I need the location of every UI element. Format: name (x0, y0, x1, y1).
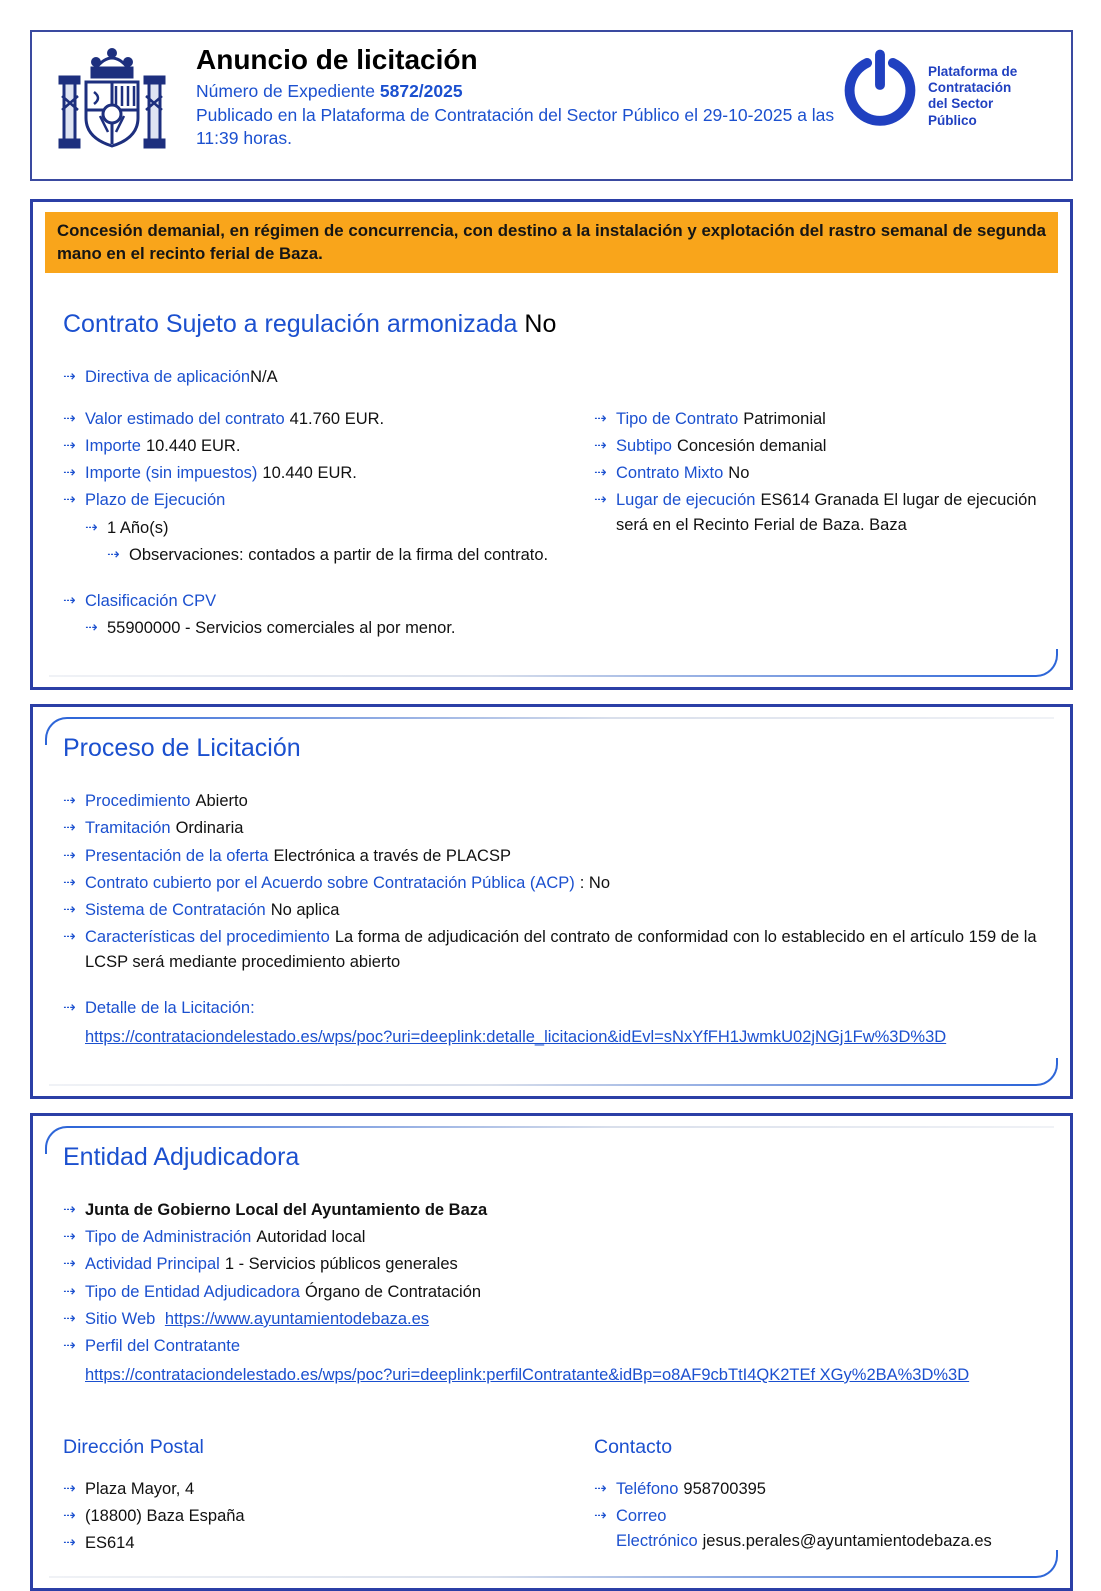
subheading-contacto: Contacto (594, 1435, 673, 1458)
field-value: Electrónica a través de PLACSP (273, 846, 511, 865)
logo-line: del Sector (928, 96, 994, 112)
contacto-block (594, 1414, 1040, 1559)
field-value: N/A (250, 368, 278, 387)
field-tramitacion (63, 816, 1040, 841)
field-value: : No (579, 873, 611, 892)
arrow-icon: ⇢ (85, 518, 98, 536)
panel-bottom-line (49, 675, 1032, 677)
field-importe (63, 434, 568, 459)
proceso-panel (45, 717, 1058, 1086)
arrow-icon: ⇢ (63, 368, 76, 386)
field-direccion-nuts (63, 1531, 568, 1556)
field-perfil-contratante (63, 1334, 1040, 1388)
field-clasificacion-cpv (63, 589, 1040, 614)
field-value: Observaciones: contados a partir de la firma del contrato. (129, 545, 549, 564)
field-cpv-item (85, 616, 1040, 641)
panel-bottom-right-arc (1030, 1058, 1058, 1086)
header-title-block (174, 42, 842, 151)
field-plazo-valor (85, 516, 568, 541)
field-acp (63, 871, 1040, 896)
arrow-icon: ⇢ (63, 464, 76, 482)
field-detalle-licitacion (63, 996, 1040, 1050)
field-value: Concesión demanial (676, 436, 827, 455)
logo-line: Público (928, 112, 977, 128)
field-value: 1 - Servicios públicos generales (224, 1255, 458, 1274)
section-heading-contrato (63, 309, 1040, 339)
field-value: Plaza Mayor, 4 (85, 1479, 195, 1498)
field-sistema-contratacion (63, 898, 1040, 923)
arrow-icon: ⇢ (63, 1200, 76, 1218)
section-entidad-box (30, 1113, 1073, 1591)
field-directiva (63, 365, 1040, 390)
section-contrato-box (30, 199, 1073, 690)
expediente-number: 5872/2025 (379, 81, 463, 102)
arrow-icon: ⇢ (85, 618, 98, 636)
field-value: Órgano de Contratación (304, 1282, 482, 1301)
field-value: jesus.perales@ayuntamientodebaza.es (702, 1531, 992, 1550)
field-valor-estimado (63, 407, 568, 432)
arrow-icon: ⇢ (63, 998, 76, 1016)
field-caracteristicas (63, 925, 1040, 975)
direccion-postal-block (63, 1414, 568, 1559)
arrow-icon: ⇢ (63, 1255, 76, 1273)
field-value: Ordinaria (175, 819, 244, 838)
contrato-columns (63, 404, 1040, 570)
expediente-line (196, 80, 842, 104)
arrow-icon: ⇢ (63, 928, 76, 946)
arrow-icon: ⇢ (63, 491, 76, 509)
field-correo (594, 1504, 1040, 1554)
placsp-logo (842, 42, 1057, 131)
page-title: Anuncio de licitación (196, 44, 478, 75)
arrow-icon: ⇢ (63, 792, 76, 810)
field-actividad-principal (63, 1252, 1040, 1277)
heading-label: Contrato Sujeto a regulación armonizada (63, 310, 518, 339)
field-lugar-ejecucion (594, 488, 1040, 538)
field-tipo-entidad (63, 1280, 1040, 1305)
field-label: Directiva de aplicación (85, 368, 251, 387)
field-label: Tramitación (85, 819, 171, 838)
detalle-licitacion-link[interactable]: https://contrataciondelestado.es/wps/poc?uri=deeplink:detalle_licitacion&idEvl=sNxYfFH1JwmkU02jNGj1Fw%3D%3D (85, 1027, 947, 1046)
panel-top-line (71, 717, 1054, 719)
arrow-icon: ⇢ (63, 1282, 76, 1300)
contrato-col-left (63, 404, 568, 570)
field-label: Clasificación CPV (85, 591, 217, 610)
arrow-icon: ⇢ (63, 1309, 76, 1327)
field-label: Subtipo (616, 436, 672, 455)
field-contrato-mixto (594, 461, 1040, 486)
field-direccion-ciudad (63, 1504, 568, 1529)
entidad-columns (63, 1414, 1040, 1559)
spain-coat-of-arms-icon (56, 42, 174, 169)
panel-bottom-line (49, 1576, 1032, 1578)
power-icon (842, 50, 918, 131)
field-value: ES614 Granada El lugar de ejecución será en el Recinto Ferial de Baza. Baza (616, 491, 1037, 535)
expediente-label: Número de Expediente (196, 81, 375, 102)
field-value: 10.440 EUR. (145, 436, 241, 455)
field-label: Actividad Principal (85, 1255, 220, 1274)
panel-top-line (71, 1126, 1054, 1128)
perfil-contratante-link[interactable]: https://contrataciondelestado.es/wps/poc?uri=deeplink:perfilContratante&idBp=o8AF9cbTtI4QK2TEf XGy%2BA%3D%3D (85, 1365, 970, 1384)
arrow-icon: ⇢ (63, 901, 76, 919)
field-value: Abierto (195, 792, 248, 811)
arrow-icon: ⇢ (63, 1534, 76, 1552)
logo-line: Plataforma de (928, 64, 1018, 79)
arrow-icon: ⇢ (594, 1479, 607, 1497)
arrow-icon: ⇢ (594, 464, 607, 482)
field-value: Junta de Gobierno Local del Ayuntamiento de Baza (85, 1200, 488, 1219)
arrow-icon: ⇢ (63, 1337, 76, 1355)
object-title-banner: Concesión demanial, en régimen de concurrencia, con destino a la instalación y explotación del rastro semanal de segunda mano en el recinto ferial de Baza. (45, 212, 1058, 273)
field-label: Lugar de ejecución (616, 491, 756, 510)
arrow-icon: ⇢ (63, 436, 76, 454)
field-telefono (594, 1477, 1040, 1502)
panel-bottom-right-arc (1030, 649, 1058, 677)
field-presentacion-oferta (63, 844, 1040, 869)
field-value: (18800) Baza España (85, 1506, 245, 1525)
field-value: 41.760 EUR. (289, 409, 385, 428)
entidad-panel (45, 1126, 1058, 1579)
placsp-logo-text (928, 50, 1017, 129)
field-label: Tipo de Entidad Adjudicadora (85, 1282, 300, 1301)
field-label: Teléfono (616, 1479, 679, 1498)
field-entidad-nombre (63, 1198, 1040, 1223)
arrow-icon: ⇢ (63, 591, 76, 609)
arrow-icon: ⇢ (594, 491, 607, 509)
field-label: Tipo de Contrato (616, 409, 739, 428)
subheading-direccion-postal: Dirección Postal (63, 1435, 204, 1458)
section-proceso-box (30, 704, 1073, 1099)
field-value: ES614 (85, 1534, 135, 1553)
arrow-icon: ⇢ (594, 1506, 607, 1524)
field-value: Autoridad local (256, 1228, 366, 1247)
arrow-icon: ⇢ (63, 873, 76, 891)
field-label: Contrato Mixto (616, 464, 724, 483)
field-value: La forma de adjudicación del contrato de conformidad con lo establecido en el artículo 159 de la LCSP será mediante procedimiento abierto (85, 928, 1037, 972)
panel-bottom-line (49, 1084, 1032, 1086)
field-tipo-contrato (594, 407, 1040, 432)
section-heading-entidad: Entidad Adjudicadora (63, 1142, 300, 1171)
field-value: 958700395 (683, 1479, 766, 1498)
field-value: 1 Año(s) (107, 518, 169, 537)
arrow-icon: ⇢ (63, 409, 76, 427)
field-importe-sin-impuestos (63, 461, 568, 486)
field-label: Sistema de Contratación (85, 901, 266, 920)
arrow-icon: ⇢ (107, 545, 120, 563)
field-value: 55900000 - Servicios comerciales al por menor. (107, 618, 456, 637)
arrow-icon: ⇢ (594, 436, 607, 454)
arrow-icon: ⇢ (594, 409, 607, 427)
published-line: Publicado en la Plataforma de Contratación del Sector Público el 29-10-2025 a las 11:39 horas. (196, 104, 835, 149)
field-value: No aplica (270, 901, 340, 920)
arrow-icon: ⇢ (63, 1228, 76, 1246)
arrow-icon: ⇢ (63, 1506, 76, 1524)
field-label: Correo Electrónico (616, 1506, 698, 1550)
arrow-icon: ⇢ (63, 819, 76, 837)
field-label: Procedimiento (85, 792, 191, 811)
field-label: Perfil del Contratante (85, 1337, 241, 1356)
field-label: Importe (85, 436, 141, 455)
field-plazo-ejecucion (63, 488, 568, 513)
field-label: Valor estimado del contrato (85, 409, 285, 428)
contrato-col-right (594, 404, 1040, 570)
field-value: No (728, 464, 750, 483)
field-value: Patrimonial (743, 409, 826, 428)
field-label: Tipo de Administración (85, 1228, 252, 1247)
contrato-panel (45, 293, 1058, 677)
sitio-web-link[interactable]: https://www.ayuntamientodebaza.es (164, 1309, 430, 1328)
field-procedimiento (63, 789, 1040, 814)
section-heading-proceso: Proceso de Licitación (63, 734, 301, 763)
field-label: Presentación de la oferta (85, 846, 269, 865)
field-value: 10.440 EUR. (262, 464, 357, 483)
field-observaciones (107, 543, 568, 568)
field-label: Sitio Web (85, 1309, 156, 1328)
field-label: Detalle de la Licitación: (85, 998, 255, 1017)
field-label: Características del procedimiento (85, 928, 330, 947)
field-direccion-calle (63, 1477, 568, 1502)
field-label: Plazo de Ejecución (85, 491, 226, 510)
arrow-icon: ⇢ (63, 846, 76, 864)
field-subtipo (594, 434, 1040, 459)
heading-value: No (524, 310, 557, 339)
field-label: Importe (sin impuestos) (85, 464, 258, 483)
logo-line: Contratación (928, 80, 1012, 96)
arrow-icon: ⇢ (63, 1479, 76, 1497)
document-header (30, 30, 1073, 181)
field-tipo-administracion (63, 1225, 1040, 1250)
field-label: Contrato cubierto por el Acuerdo sobre Contratación Pública (ACP) (85, 873, 575, 892)
field-sitio-web (63, 1307, 1040, 1332)
